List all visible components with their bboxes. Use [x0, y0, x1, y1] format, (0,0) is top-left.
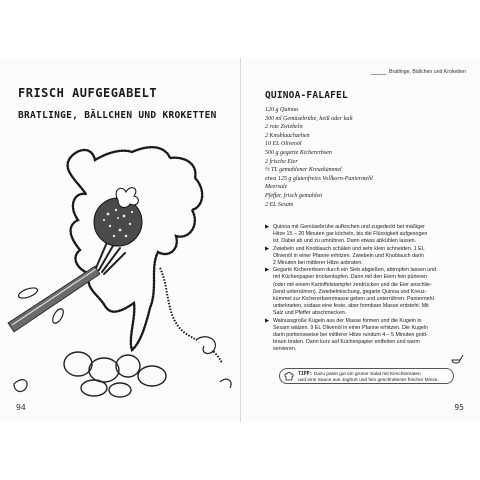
- step-line: Gegarte Kichererbsen durch ein Sieb abgießen, abtropfen lassen und: [273, 267, 437, 274]
- step-line: Walnussgroße Kugeln aus der Masse formen und die Kugeln in: [273, 317, 422, 324]
- ingredient-item: 2 Knoblauchzehen: [265, 132, 310, 139]
- bead-chain-star: [68, 147, 203, 350]
- onion-rings: [64, 352, 166, 397]
- step-line: Salz und Pfeffer abschmecken.: [273, 310, 347, 317]
- running-head-text: Bratlinge, Bällchen und Kroketten: [386, 69, 466, 75]
- triangle-bullet-icon: ▶: [265, 224, 270, 230]
- triangle-bullet-icon: ▶: [265, 317, 270, 324]
- herb-leaf: [116, 188, 138, 208]
- step-line: 2 Minuten bei mittlerer Hitze anbraten.: [273, 260, 363, 267]
- step-line: Sesam wälzen. 9 EL Olivenöl in einer Pfanne erhitzen. Die Kugeln: [273, 324, 428, 331]
- triangle-bullet-icon: ▶: [265, 245, 270, 252]
- step-line: Olivenöl in einer Pfanne erhitzen. Zwiebeln und Knoblauch darin: [273, 252, 424, 259]
- step-line: braun braten. Dann kurz auf Küchenpapier entfetten und warm: [273, 339, 420, 346]
- tip-label: TIPP:: [298, 372, 313, 377]
- chapter-subtitle: BRATLINGE, BÄLLCHEN UND KROKETTEN: [18, 110, 217, 121]
- running-head: [371, 69, 466, 81]
- ingredient-item: 2 rote Zwiebeln: [265, 124, 303, 131]
- instruction-step: [265, 318, 465, 354]
- step-line: unterkneten, sodass eine feste, aber formbare Masse entsteht. Mit: [273, 303, 429, 310]
- ingredient-item: 500 g gegarte Kichererbsen: [265, 149, 332, 156]
- ingredient-item: etwa 125 g glutenfreies Vollkorn-Paniermehl: [265, 175, 373, 182]
- tip-box: [279, 368, 454, 384]
- step-line: servieren.: [273, 346, 297, 353]
- ingredient-item: Meersalz: [265, 184, 287, 191]
- instruction-step: [265, 267, 465, 317]
- ingredient-item: 2 EL Sesam: [265, 201, 294, 208]
- ladle-icon: [450, 354, 464, 366]
- ingredient-item: Pfeffer, frisch gemahlen: [265, 192, 323, 199]
- page-number-left: 94: [16, 403, 26, 412]
- chef-hat-icon: [284, 372, 294, 381]
- right-page: [241, 58, 480, 422]
- ingredient-item: 2 frische Eier: [265, 158, 298, 165]
- chapter-title: FRISCH AUFGEGABELT: [18, 86, 158, 100]
- ingredient-item: ½ TL gemahlener Kreuzkümmel: [265, 167, 342, 174]
- ingredient-item: 10 EL Olivenöl: [265, 141, 302, 148]
- recipe-title: QUINOA-FALAFEL: [265, 90, 348, 101]
- ingredient-list: [265, 106, 373, 209]
- step-line: Quinoa mit Gemüsebrühe aufkochen und zugedeckt bei mäßiger: [273, 224, 425, 230]
- step-line: (oder mit einem Kartoffelstampfer zerdrücken und die Eier anschlie-: [273, 281, 432, 288]
- step-line: Hitze 15 – 20 Minuten gar köcheln, bis die Flüssigkeit aufgesogen: [273, 231, 428, 238]
- step-line: ist. Dabei ab und zu umrühren. Dann etwas abkühlen lassen.: [273, 238, 417, 245]
- page-number-right: 95: [454, 403, 464, 412]
- instruction-step: [265, 246, 465, 268]
- instruction-list: [265, 224, 465, 354]
- tip-text: Dazu passt gut ein grüner Salat mit Kirschtomaten: [313, 372, 421, 377]
- falafel-fork-illustration: [0, 118, 240, 398]
- left-page: [0, 58, 240, 422]
- tip-line: und eine Sauce aus Joghurt und fein geschnittener frischer Minze.: [298, 378, 439, 383]
- step-line: kümmel zur Kichererbsenmasse geben und unterrühren. Paniermehl: [273, 296, 434, 303]
- step-line: darin portionsweise bei mittlerer Hitze rundum 4 – 5 Minuten gold-: [273, 332, 428, 339]
- step-line: mit Küchenpapier trockentupfen. Dann mit den Eiern fein pürieren: [273, 274, 427, 281]
- ingredient-item: 300 ml Gemüsebrühe, heiß oder kalt: [265, 115, 353, 122]
- instruction-step: [265, 224, 465, 246]
- book-spread: [0, 58, 480, 422]
- step-line: ßend unterrühren). Zwiebelmischung, gegarte Quinoa und Kreuz-: [273, 288, 427, 295]
- ingredient-item: 120 g Quinoa: [265, 107, 298, 113]
- step-line: Zwiebeln und Knoblauch schälen und sehr klein schneiden. 1 EL: [273, 245, 425, 252]
- triangle-bullet-icon: ▶: [265, 267, 270, 274]
